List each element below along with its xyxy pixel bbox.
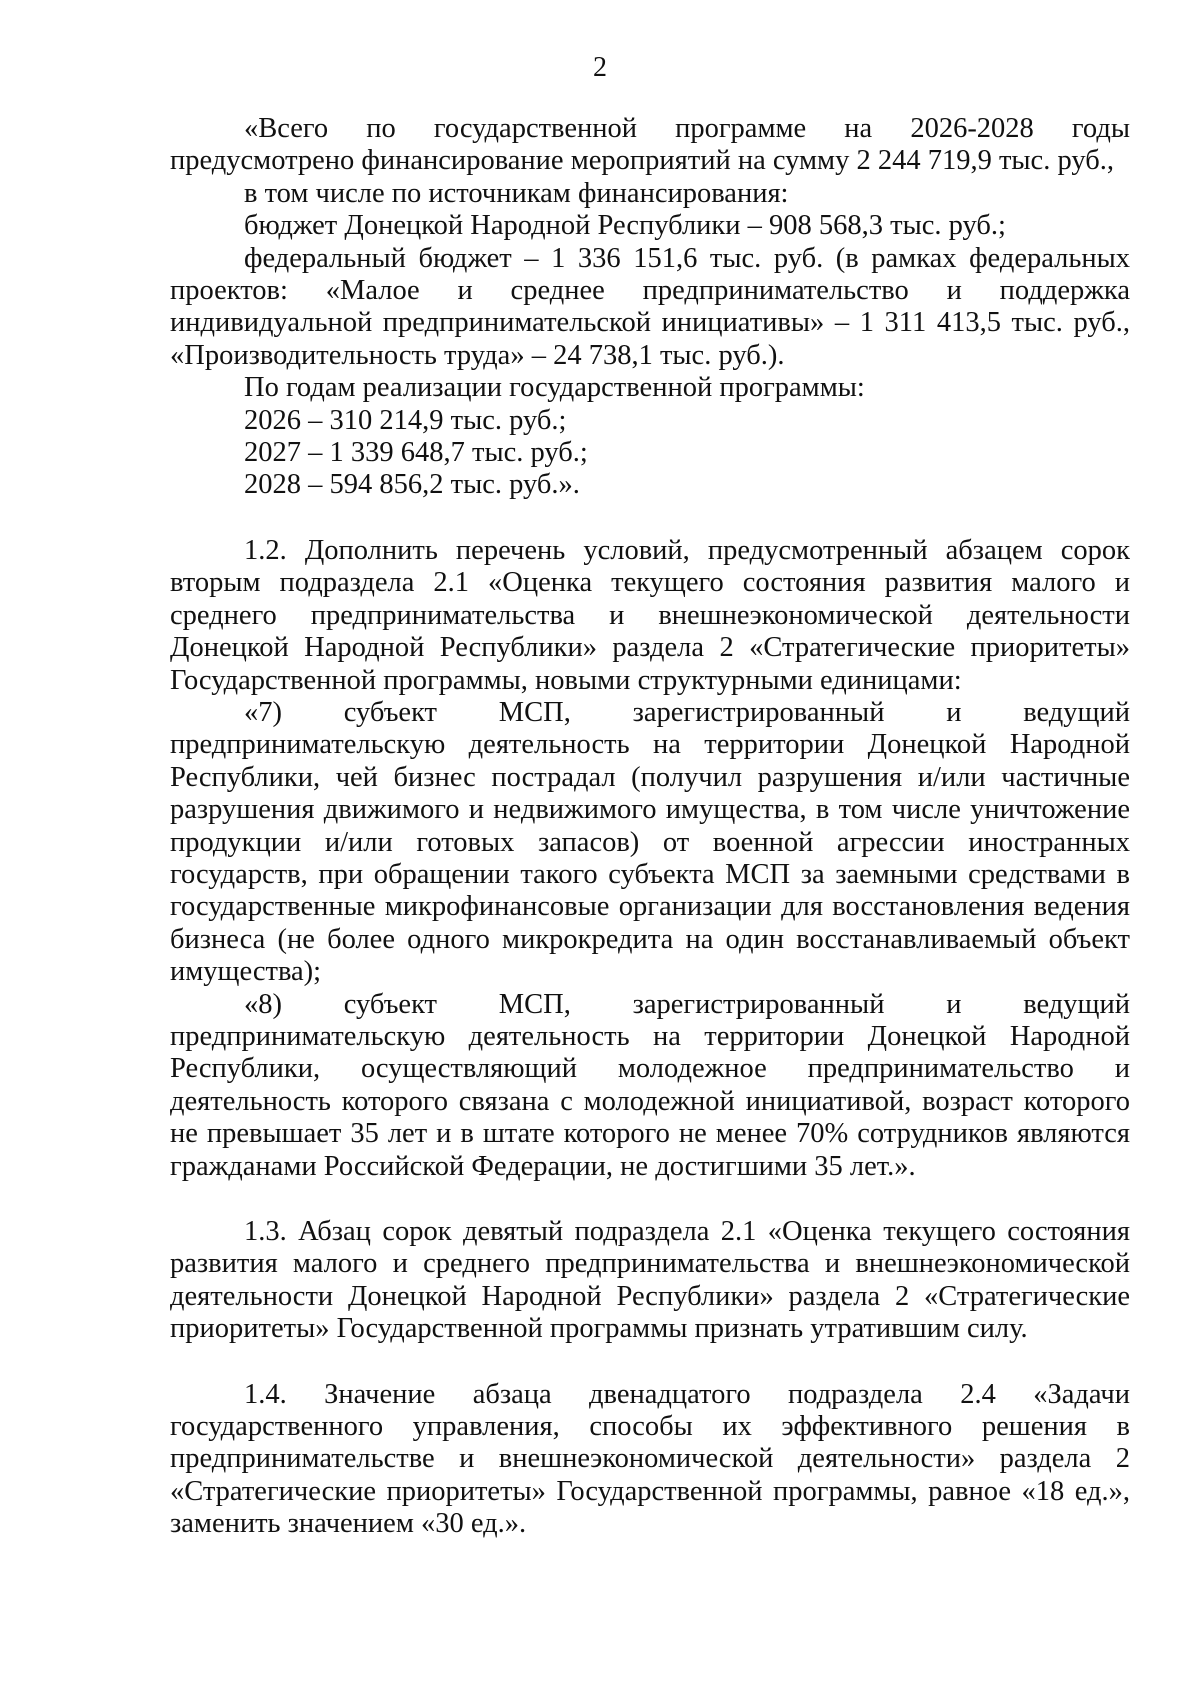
spacer	[170, 1183, 1130, 1216]
paragraph-year-2027: 2027 – 1 339 648,7 тыс. руб.;	[244, 437, 588, 469]
paragraph-item-7: «7) субъект МСП, зарегистрированный и ведущий предпринимательскую деятельность на территории Донецкой Народной Республики, чей бизнес пострадал (получил разрушения и/или частичные разрушения движимого и недвижимого имущества, в том числе уничтожение продукции и/или готовых запасов) от военной агрессии иностранных государств, при обращении такого субъекта МСП за заемными средствами в государственные микрофинансовые организации для восстановления ведения бизнеса (не более одного микрокредита на один восстанавливаемый объект имущества);	[170, 696, 1130, 988]
paragraph-section-1-2: 1.2. Дополнить перечень условий, предусмотренный абзацем сорок вторым подраздела 2.1 «Оценка текущего состояния развития малого и среднего предпринимательства и внешнеэкономической деятельности Донецкой Народной Республики» раздела 2 «Стратегические приоритеты» Государственной программы, новыми структурными единицами:	[170, 534, 1130, 696]
spacer	[170, 1346, 1130, 1379]
paragraph-total-financing: «Всего по государственной программе на 2026-2028 годы предусмотрено финансирование мероприятий на сумму 2 244 719,9 тыс. руб.,	[170, 113, 1130, 177]
paragraph-sources-intro: в том числе по источникам финансирования:	[244, 177, 789, 209]
paragraph-budget-dnr: бюджет Донецкой Народной Республики – 908 568,3 тыс. руб.;	[244, 210, 1006, 242]
document-body	[170, 113, 1130, 1541]
page-number: 2	[593, 52, 607, 83]
paragraph-federal-budget: федеральный бюджет – 1 336 151,6 тыс. руб. (в рамках федеральных проектов: «Малое и среднее предпринимательство и поддержка индивидуальной предпринимательской инициативы» – 1 311 413,5 тыс. руб., «Производительность труда» – 24 738,1 тыс. руб.).	[170, 242, 1130, 371]
paragraph-section-1-3: 1.3. Абзац сорок девятый подраздела 2.1 «Оценка текущего состояния развития малого и среднего предпринимательства и внешнеэкономической деятельности Донецкой Народной Республики» раздела 2 «Стратегические приоритеты» Государственной программы признать утратившим силу.	[170, 1216, 1130, 1345]
spacer	[170, 502, 1130, 535]
paragraph-section-1-4: 1.4. Значение абзаца двенадцатого подраздела 2.4 «Задачи государственного управления, способы их эффективного решения в предпринимательстве и внешнеэкономической деятельности» раздела 2 «Стратегические приоритеты» Государственной программы, равное «18 ед.», заменить значением «30 ед.».	[170, 1378, 1130, 1540]
paragraph-years-intro: По годам реализации государственной программы:	[244, 372, 865, 404]
paragraph-item-8: «8) субъект МСП, зарегистрированный и ведущий предпринимательскую деятельность на территории Донецкой Народной Республики, осуществляющий молодежное предпринимательство и деятельность которого связана с молодежной инициативой, возраст которого не превышает 35 лет и в штате которого не менее 70% сотрудников являются гражданами Российской Федерации, не достигшими 35 лет.».	[170, 988, 1130, 1182]
paragraph-year-2026: 2026 – 310 214,9 тыс. руб.;	[244, 404, 567, 436]
paragraph-year-2028: 2028 – 594 856,2 тыс. руб.».	[244, 469, 580, 501]
